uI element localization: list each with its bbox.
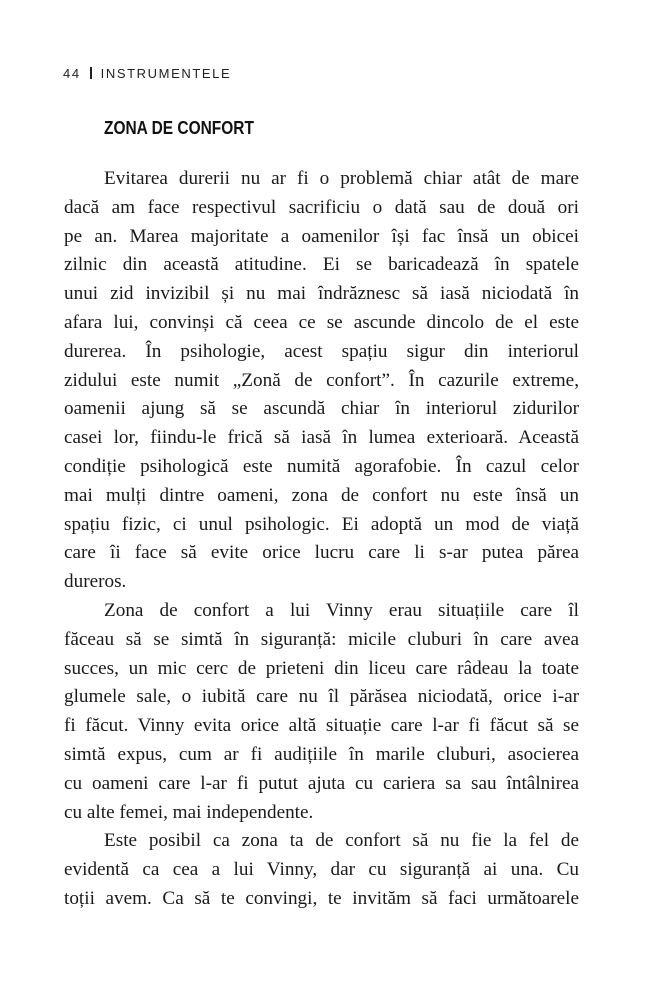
text-line: care îi face să evite orice lucru care li s-ar putea părea: [64, 542, 579, 564]
text-line: glumele sale, o iubită care nu îl părăsea niciodată, orice i-ar: [64, 686, 579, 708]
text-line: condiție psihologică este numită agorafobie. În cazul celor: [64, 455, 579, 477]
text-line: simtă expus, cum ar fi audițiile în marile cluburi, asocierea: [64, 743, 579, 765]
text-line: evidentă ca cea a lui Vinny, dar cu siguranță ai una. Cu: [64, 859, 579, 881]
text-line: cu oameni care l-ar fi putut ajuta cu cariera sa sau întâlnirea: [64, 772, 579, 794]
paragraph: [64, 597, 579, 827]
header-separator: [90, 67, 92, 79]
running-title: INSTRUMENTELE: [100, 66, 232, 81]
text-line: toții avem. Ca să te convingi, te invităm să faci următoarele: [64, 887, 579, 909]
paragraph: [64, 165, 579, 597]
text-line: Zona de confort a lui Vinny erau situațiile care îl: [104, 599, 579, 621]
text-line: cu alte femei, mai independente.: [64, 801, 314, 823]
text-line: mai mulți dintre oameni, zona de confort nu este însă un: [64, 484, 579, 506]
text-line: durerea. În psihologie, acest spațiu sigur din interiorul: [64, 340, 579, 362]
text-line: făceau să se simtă în siguranță: micile cluburi în care avea: [64, 628, 579, 650]
text-line: zidului este numit „Zonă de confort”. În cazurile extreme,: [64, 369, 579, 391]
text-line: dacă am face respectivul sacrificiu o dată sau de două ori: [64, 196, 579, 218]
body-text: [64, 165, 579, 914]
paragraph: [64, 827, 579, 913]
text-line: oamenii ajung să se ascundă chiar în interiorul zidurilor: [64, 398, 579, 420]
section-title: ZONA DE CONFORT: [104, 118, 254, 138]
running-head: [63, 66, 231, 81]
text-line: Evitarea durerii nu ar fi o problemă chiar atât de mare: [104, 168, 579, 189]
text-line: afara lui, convinși că ceea ce se ascunde dincolo de el este: [64, 311, 579, 333]
text-line: unui zid invizibil și nu mai îndrăznesc să iasă niciodată în: [64, 283, 579, 305]
text-line: zilnic din această atitudine. Ei se baricadează în spatele: [64, 254, 579, 276]
text-line: succes, un mic cerc de prieteni din liceu care râdeau la toate: [64, 657, 579, 679]
text-line: casei lor, fiindu-le frică să iasă în lumea exterioară. Această: [64, 427, 579, 449]
text-line: Este posibil ca zona ta de confort să nu fie la fel de: [104, 830, 579, 852]
text-line: dureros.: [64, 571, 127, 593]
page-number: 44: [63, 66, 81, 81]
text-line: spațiu fizic, ci unul psihologic. Ei adoptă un mod de viață: [64, 513, 579, 535]
text-line: pe an. Marea majoritate a oamenilor își fac însă un obicei: [64, 225, 579, 247]
text-line: fi făcut. Vinny evita orice altă situație care l-ar fi făcut să se: [64, 715, 579, 737]
